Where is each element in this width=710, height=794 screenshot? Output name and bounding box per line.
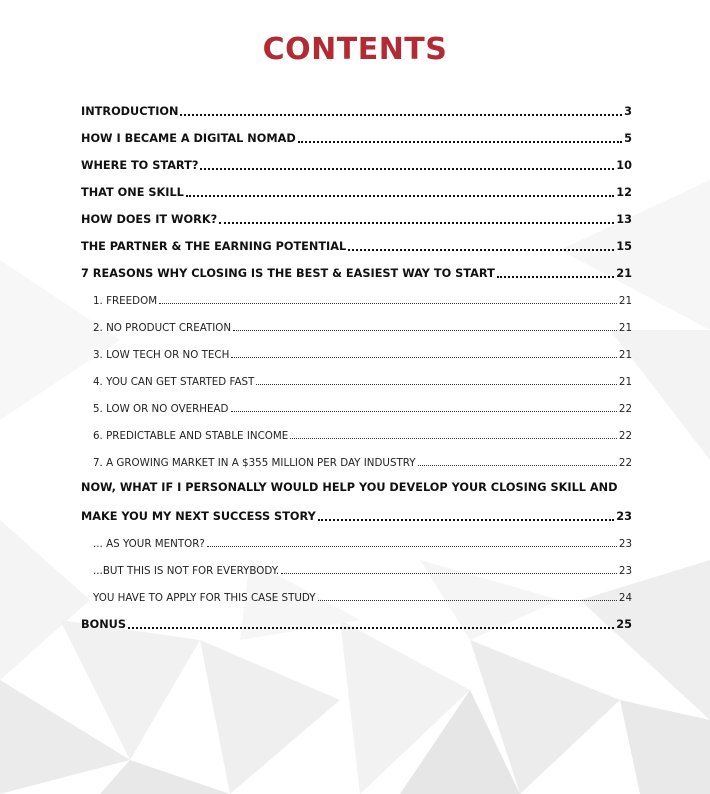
dot-leader (233, 330, 617, 331)
toc-entry-title: THE PARTNER & THE EARNING POTENTIAL (81, 240, 347, 253)
dot-leader (256, 384, 617, 385)
toc-entry-title: 6. PREDICTABLE AND STABLE INCOME (93, 430, 289, 442)
toc-entry-title: INTRODUCTION (81, 105, 179, 118)
toc-entry-page: 25 (616, 618, 632, 631)
toc-entry-page: 12 (616, 186, 632, 199)
dot-leader (298, 141, 622, 143)
toc-entry-title: 4. YOU CAN GET STARTED FAST (93, 376, 255, 388)
toc-entry-page: 23 (618, 538, 632, 550)
toc-entry-title: 3. LOW TECH OR NO TECH (93, 349, 230, 361)
dot-leader (231, 357, 617, 358)
dot-leader (159, 303, 617, 304)
dot-leader (318, 519, 615, 521)
table-of-contents (81, 92, 632, 632)
toc-entry-title: 7 REASONS WHY CLOSING IS THE BEST & EASIEST WAY TO START (81, 267, 495, 280)
toc-subentry-growing-market[interactable] (81, 443, 632, 470)
toc-subentry-freedom[interactable] (81, 281, 632, 308)
toc-entry-page: 22 (618, 430, 632, 442)
toc-subentry-apply-case-study[interactable] (81, 578, 632, 605)
toc-subentry-not-for-everybody[interactable] (81, 551, 632, 578)
toc-entry-title: ... AS YOUR MENTOR? (93, 538, 205, 550)
toc-entry-page: 21 (618, 376, 632, 388)
toc-entry-title-line2: MAKE YOU MY NEXT SUCCESS STORY (81, 510, 316, 523)
toc-entry-page: 21 (616, 267, 632, 280)
toc-entry-title: 2. NO PRODUCT CREATION (93, 322, 232, 334)
dot-leader (180, 114, 622, 116)
toc-entry-title: BONUS (81, 618, 126, 631)
toc-entry-page: 23 (616, 510, 632, 523)
toc-entry-introduction[interactable] (81, 92, 632, 119)
dot-leader (290, 438, 617, 439)
toc-entry-digital-nomad[interactable] (81, 119, 632, 146)
toc-entry-title: HOW DOES IT WORK? (81, 213, 218, 226)
toc-subentry-get-started-fast[interactable] (81, 362, 632, 389)
toc-entry-mentor-offer[interactable] (81, 470, 632, 524)
toc-entry-title: 1. FREEDOM (93, 295, 158, 307)
dot-leader (219, 222, 614, 224)
toc-entry-page: 22 (618, 403, 632, 415)
toc-entry-page: 21 (618, 349, 632, 361)
dot-leader (207, 546, 617, 547)
toc-entry-how-does-it-work[interactable] (81, 200, 632, 227)
toc-entry-page: 23 (618, 565, 632, 577)
toc-entry-title: HOW I BECAME A DIGITAL NOMAD (81, 132, 296, 145)
toc-entry-title: WHERE TO START? (81, 159, 199, 172)
toc-entry-that-one-skill[interactable] (81, 173, 632, 200)
toc-subentry-no-product-creation[interactable] (81, 308, 632, 335)
toc-entry-page: 21 (618, 295, 632, 307)
toc-subentry-low-overhead[interactable] (81, 389, 632, 416)
toc-entry-page: 22 (618, 457, 632, 469)
dot-leader (348, 249, 614, 251)
dot-leader (186, 195, 614, 197)
dot-leader (128, 627, 614, 629)
dot-leader (318, 600, 617, 601)
dot-leader (418, 465, 617, 466)
dot-leader (497, 276, 614, 278)
toc-entry-page: 15 (616, 240, 632, 253)
toc-subentry-low-tech[interactable] (81, 335, 632, 362)
toc-entry-page: 24 (618, 592, 632, 604)
toc-entry-title: THAT ONE SKILL (81, 186, 184, 199)
toc-entry-title: ...BUT THIS IS NOT FOR EVERYBODY. (93, 565, 280, 577)
toc-entry-page: 13 (616, 213, 632, 226)
toc-entry-title: 5. LOW OR NO OVERHEAD (93, 403, 229, 415)
toc-entry-page: 5 (624, 132, 632, 145)
page-title: CONTENTS (262, 32, 448, 67)
toc-subentry-as-your-mentor[interactable] (81, 524, 632, 551)
toc-entry-title: 7. A GROWING MARKET IN A $355 MILLION PER DAY INDUSTRY (93, 457, 416, 469)
toc-entry-page: 3 (624, 105, 632, 118)
toc-entry-title-line1: NOW, WHAT IF I PERSONALLY WOULD HELP YOU DEVELOP YOUR CLOSING SKILL AND (81, 481, 618, 494)
toc-entry-title: YOU HAVE TO APPLY FOR THIS CASE STUDY (93, 592, 316, 604)
toc-entry-page: 10 (616, 159, 632, 172)
dot-leader (231, 411, 617, 412)
toc-entry-where-to-start[interactable] (81, 146, 632, 173)
dot-leader (200, 168, 614, 170)
toc-subentry-predictable-income[interactable] (81, 416, 632, 443)
dot-leader (281, 573, 617, 574)
toc-entry-bonus[interactable] (81, 605, 632, 632)
toc-entry-7-reasons[interactable] (81, 254, 632, 281)
toc-entry-page: 21 (618, 322, 632, 334)
toc-entry-partner-earning-potential[interactable] (81, 227, 632, 254)
